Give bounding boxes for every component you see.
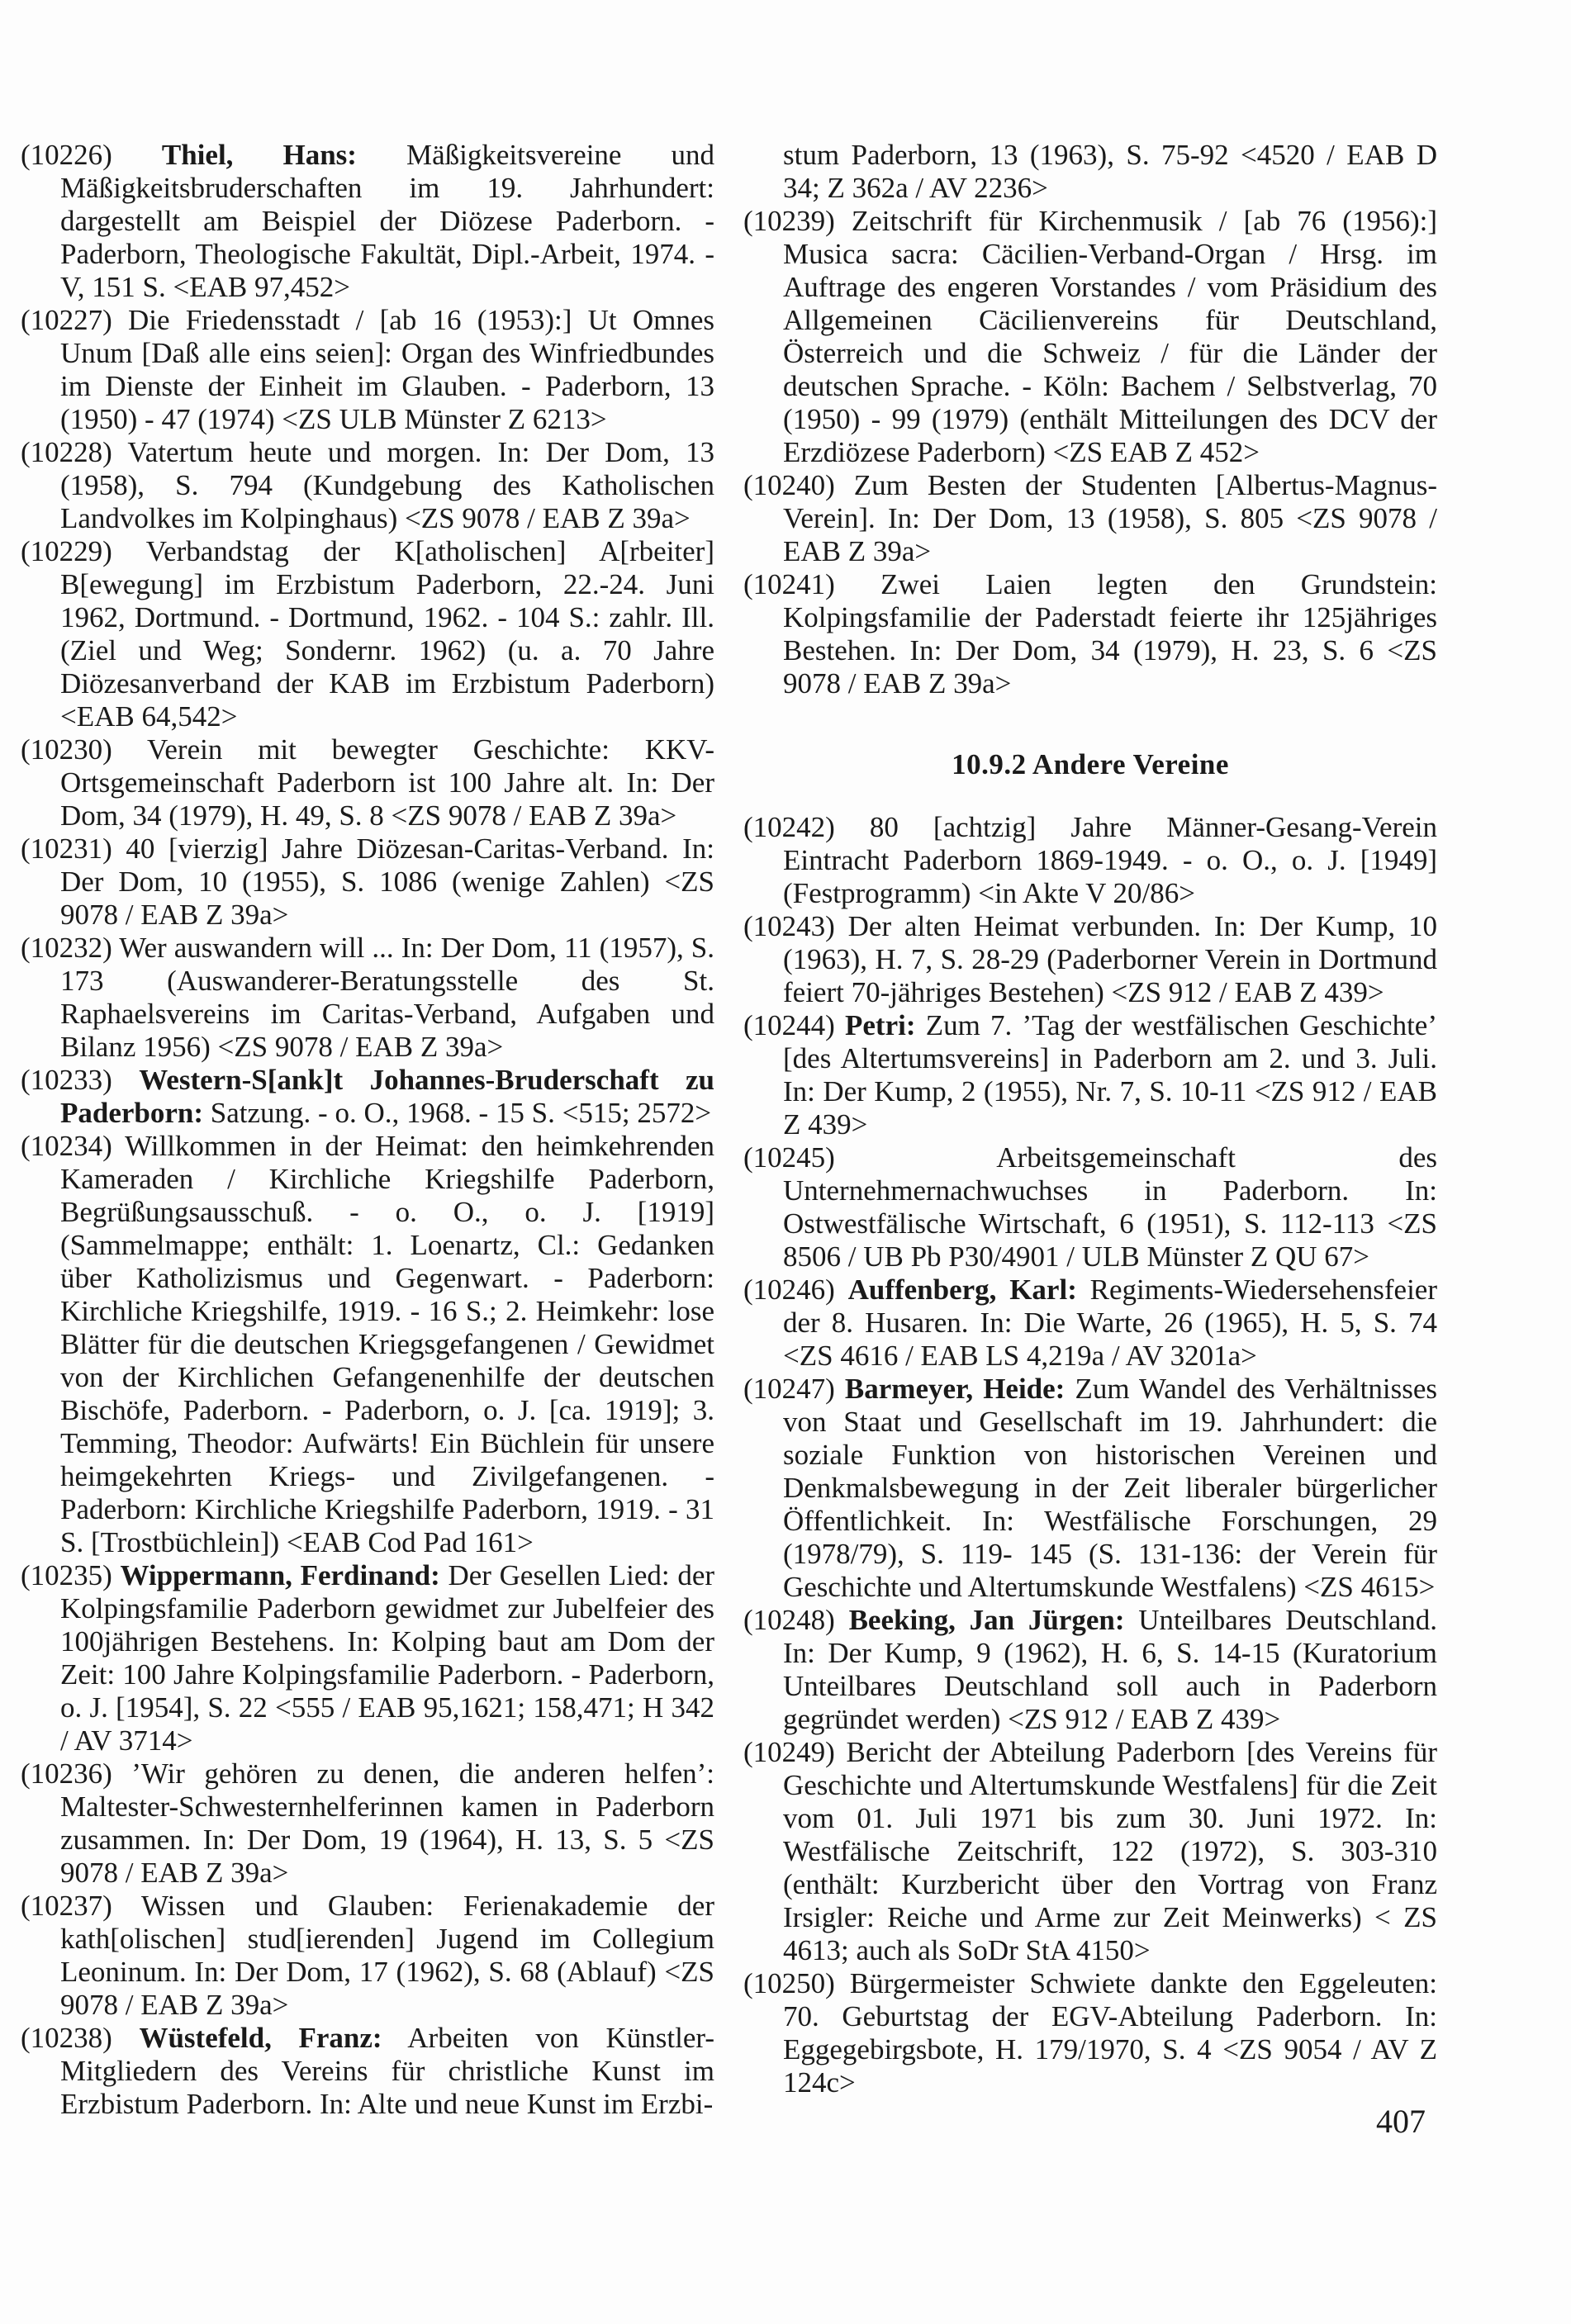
entry-text: Vatertum heute und morgen. In: Der Dom, 13 (1958), S. 794 (Kundgebung des Katholischen Landvolkes im Kolpinghaus) <ZS 9078 / EAB Z 39a> bbox=[60, 436, 714, 534]
bibliography-entry bbox=[743, 1604, 1437, 1736]
entry-text: Der alten Heimat verbunden. In: Der Kump, 10 (1963), H. 7, S. 28-29 (Paderborner Verein in Dortmund feiert 70-jähriges Bestehen) <ZS 912 / EAB Z 439> bbox=[783, 910, 1437, 1008]
entry-text: Zum Wandel des Verhältnisses von Staat und Gesellschaft im 19. Jahrhundert: die soziale Funktion von historischen Vereinen und Denkmalsbewegung in der Zeit liberaler bürgerlicher Öffentlichkeit. In: Westfälische Forschungen, 29 (1978/79), S. 119- 145 (S. 131-136: der Verein für Geschichte und Altertumskunde Westfalens) <ZS 4615> bbox=[783, 1373, 1437, 1603]
entry-text: Arbeitsgemeinschaft des Unternehmernachwuchses in Paderborn. In: Ostwestfälische Wirtschaft, 6 (1951), S. 112-113 <ZS 8506 / UB Pb P30/4901 / ULB Münster Z QU 67> bbox=[783, 1141, 1437, 1273]
entry-text: 80 [achtzig] Jahre Männer-Gesang-Verein Eintracht Paderborn 1869-1949. - o. O., o. J. [1949] (Festprogramm) <in Akte V 20/86> bbox=[783, 811, 1438, 909]
entry-number: (10249) bbox=[743, 1736, 835, 1768]
entry-number: (10242) bbox=[743, 811, 835, 843]
entry-number: (10240) bbox=[743, 469, 835, 501]
bibliography-entry bbox=[743, 1009, 1437, 1141]
entry-number: (10247) bbox=[743, 1373, 835, 1405]
bibliography-entry bbox=[743, 1273, 1437, 1373]
entry-number: (10236) bbox=[21, 1757, 112, 1790]
bibliography-entry bbox=[21, 1890, 714, 2022]
entry-text: Der Gesellen Lied: der Kolpingsfamilie Paderborn gewidmet zur Jubelfeier des 100jährigen Bestehens. In: Kolping baut am Dom der Zeit: 100 Jahre Kolpingsfamilie Paderborn. - Paderborn, o. J. [1954], S. 22 <555 / EAB 95,1621; 158,471; H 342 / AV 3714> bbox=[60, 1559, 715, 1757]
entry-number: (10235) bbox=[21, 1559, 112, 1591]
entry-text: Wer auswandern will ... In: Der Dom, 11 (1957), S. 173 (Auswanderer-Beratungsstelle des St. Raphaelsvereins im Caritas-Verband, Aufgaben und Bilanz 1956) <ZS 9078 / EAB Z 39a> bbox=[60, 932, 714, 1063]
bibliography-entry bbox=[21, 304, 714, 436]
entry-number: (10246) bbox=[743, 1273, 835, 1306]
bibliography-entry bbox=[743, 469, 1437, 568]
bibliography-entry bbox=[743, 1967, 1437, 2099]
entry-text: Verein mit bewegter Geschichte: KKV-Ortsgemeinschaft Paderborn ist 100 Jahre alt. In: Der Dom, 34 (1979), H. 49, S. 8 <ZS 9078 / EAB Z 39a> bbox=[60, 733, 714, 832]
bibliography-entry bbox=[21, 436, 714, 535]
entry-text: Zum Besten der Studenten [Albertus-Magnus-Verein]. In: Der Dom, 13 (1958), S. 805 <ZS 9078 / EAB Z 39a> bbox=[783, 469, 1438, 567]
entry-number: (10241) bbox=[743, 568, 835, 600]
entry-author: Western-S[ank]t Johannes-Bruderschaft zu Paderborn: bbox=[60, 1064, 715, 1129]
bibliography-entry bbox=[743, 205, 1437, 469]
entry-author: Wippermann, Ferdinand: bbox=[120, 1559, 440, 1591]
right-column bbox=[743, 139, 1437, 2099]
entry-number: (10228) bbox=[21, 436, 112, 468]
bibliography-entry bbox=[21, 1130, 714, 1559]
entry-text: Die Friedensstadt / [ab 16 (1953):] Ut Omnes Unum [Daß alle eins seien]: Organ des Winfriedbundes im Dienste der Einheit im Glauben. - Paderborn, 13 (1950) - 47 (1974) <ZS ULB Münster Z 6213> bbox=[60, 304, 714, 435]
entry-author: Beeking, Jan Jürgen: bbox=[848, 1604, 1125, 1636]
entry-text: Regiments-Wiedersehensfeier der 8. Husaren. In: Die Warte, 26 (1965), H. 5, S. 74 <ZS 4616 / EAB LS 4,219a / AV 3201a> bbox=[783, 1273, 1437, 1372]
bibliography-entry bbox=[21, 1064, 714, 1130]
bibliography-entry bbox=[743, 1141, 1437, 1273]
left-column bbox=[21, 139, 714, 2121]
entry-text: Wissen und Glauben: Ferienakademie der kath[olischen] stud[ierenden] Jugend im Collegium Leoninum. In: Der Dom, 17 (1962), S. 68 (Ablauf) <ZS 9078 / EAB Z 39a> bbox=[60, 1890, 714, 2021]
entry-number: (10234) bbox=[21, 1130, 112, 1162]
entry-number: (10229) bbox=[21, 535, 112, 567]
entry-author: Wüstefeld, Franz: bbox=[139, 2022, 382, 2054]
entry-number: (10248) bbox=[743, 1604, 835, 1636]
right-entries-after bbox=[743, 811, 1437, 2099]
entry-text: Zwei Laien legten den Grundstein: Kolpingsfamilie der Paderstadt feierte ihr 125jähriges Bestehen. In: Der Dom, 34 (1979), H. 23, S. 6 <ZS 9078 / EAB Z 39a> bbox=[783, 568, 1438, 700]
bibliography-entry bbox=[743, 1373, 1437, 1604]
entry-number: (10232) bbox=[21, 932, 112, 964]
entry-number: (10250) bbox=[743, 1967, 835, 1999]
entry-number: (10230) bbox=[21, 733, 112, 766]
bibliography-entry bbox=[743, 568, 1437, 700]
entry-number: (10231) bbox=[21, 832, 112, 865]
entry-number: (10237) bbox=[21, 1890, 112, 1922]
entry-text: Bericht der Abteilung Paderborn [des Vereins für Geschichte und Altertumskunde Westfalens] für die Zeit vom 01. Juli 1971 bis zum 30. Juni 1972. In: Westfälische Zeitschrift, 122 (1972), S. 303-310 (enthält: Kurzbericht über den Vortrag von Franz Irsigler: Reiche und Arme zur Zeit Meinwerks) < ZS 4613; auch als SoDr StA 4150> bbox=[783, 1736, 1437, 1966]
continuation-text: stum Paderborn, 13 (1963), S. 75-92 <4520 / EAB D 34; Z 362a / AV 2236> bbox=[783, 139, 1437, 204]
entry-text: Willkommen in der Heimat: den heimkehrenden Kameraden / Kirchliche Kriegshilfe Paderborn, Begrüßungsausschuß. - o. O., o. J. [1919] (Sammelmappe; enthält: 1. Loenartz, Cl.: Gedanken über Katholizismus und Gegenwart. - Paderborn: Kirchliche Kriegshilfe, 1919. - 16 S.; 2. Heimkehr: lose Blätter für die deutschen Kriegsgefangenen / Gewidmet von der Kirchlichen Gefangenenhilfe der deutschen Bischöfe, Paderborn. - Paderborn, o. J. [ca. 1919]; 3. Temming, Theodor: Aufwärts! Ein Büchlein für unsere heimgekehrten Kriegs- und Zivilgefangenen. - Paderborn: Kirchliche Kriegshilfe Paderborn, 1919. - 31 S. [Trostbüchlein]) <EAB Cod Pad 161> bbox=[60, 1130, 714, 1558]
entry-text: 40 [vierzig] Jahre Diözesan-Caritas-Verband. In: Der Dom, 10 (1955), S. 1086 (wenige Zahlen) <ZS 9078 / EAB Z 39a> bbox=[60, 832, 714, 931]
entry-number: (10243) bbox=[743, 910, 835, 942]
entry-number: (10233) bbox=[21, 1064, 112, 1096]
entry-number: (10226) bbox=[21, 139, 112, 171]
bibliography-entry bbox=[743, 1736, 1437, 1967]
bibliography-entry bbox=[21, 832, 714, 932]
bibliography-entry bbox=[743, 910, 1437, 1009]
entry-text: Arbeiten von Künstler-Mitgliedern des Vereins für christliche Kunst im Erzbistum Paderborn. In: Alte und neue Kunst im Erzbi- bbox=[60, 2022, 714, 2120]
bibliography-entry bbox=[21, 1757, 714, 1890]
entry-author: Barmeyer, Heide: bbox=[844, 1373, 1066, 1405]
entry-author: Auffenberg, Karl: bbox=[847, 1273, 1077, 1306]
entry-text: Zeitschrift für Kirchenmusik / [ab 76 (1956):] Musica sacra: Cäcilien-Verband-Organ / Hrsg. im Auftrage des engeren Vorstandes / vom Präsidium des Allgemeinen Cäcilienvereins für Deutschland, Österreich und die Schweiz / für die Länder der deutschen Sprache. - Köln: Bachem / Selbstverlag, 70 (1950) - 99 (1979) (enthält Mitteilungen des DCV der Erzdiözese Paderborn) <ZS EAB Z 452> bbox=[783, 205, 1438, 468]
bibliography-entry bbox=[21, 733, 714, 832]
entry-number: (10244) bbox=[743, 1009, 835, 1041]
bibliography-entry bbox=[21, 2022, 714, 2121]
entry-text: Mäßigkeitsvereine und Mäßigkeitsbruderschaften im 19. Jahrhundert: dargestellt am Beispiel der Diözese Paderborn. - Paderborn, Theologische Fakultät, Dipl.-Arbeit, 1974. - V, 151 S. <EAB 97,452> bbox=[60, 139, 715, 303]
bibliography-entry bbox=[21, 932, 714, 1064]
page-number: 407 bbox=[1376, 2103, 1426, 2140]
entry-number: (10227) bbox=[21, 304, 112, 336]
entry-author: Thiel, Hans: bbox=[161, 139, 357, 171]
entry-number: (10239) bbox=[743, 205, 835, 237]
entry-text: Verbandstag der K[atholischen] A[rbeiter] B[ewegung] im Erzbistum Paderborn, 22.-24. Juni 1962, Dortmund. - Dortmund, 1962. - 104 S.: zahlr. Ill. (Ziel und Weg; Sondernr. 1962) (u. a. 70 Jahre Diözesanverband der KAB im Erzbistum Paderborn) <EAB 64,542> bbox=[60, 535, 714, 733]
bibliography-entry bbox=[21, 535, 714, 733]
entry-number: (10238) bbox=[21, 2022, 112, 2054]
entry-text: ’Wir gehören zu denen, die anderen helfen’: Maltester-Schwesternhelferinnen kamen in Paderborn zusammen. In: Der Dom, 19 (1964), H. 13, S. 5 <ZS 9078 / EAB Z 39a> bbox=[60, 1757, 715, 1889]
entry-text: Zum 7. ’Tag der westfälischen Geschichte’ [des Altertumsvereins] in Paderborn am 2. und 3. Juli. In: Der Kump, 2 (1955), Nr. 7, S. 10-11 <ZS 912 / EAB Z 439> bbox=[783, 1009, 1437, 1141]
entry-author: Petri: bbox=[845, 1009, 916, 1041]
bibliography-entry bbox=[743, 811, 1437, 910]
bibliography-entry bbox=[21, 1559, 714, 1757]
section-heading: 10.9.2 Andere Vereine bbox=[952, 748, 1229, 780]
right-entries-before bbox=[743, 205, 1437, 700]
bibliography-entry bbox=[21, 139, 714, 304]
entry-text: Bürgermeister Schwiete dankte den Eggeleuten: 70. Geburtstag der EGV-Abteilung Paderborn. In: Eggegebirgsbote, H. 179/1970, S. 4 <ZS 9054 / AV Z 124c> bbox=[783, 1967, 1438, 2099]
entry-text: Satzung. - o. O., 1968. - 15 S. <515; 2572> bbox=[210, 1097, 712, 1129]
entry-text: Unteilbares Deutschland. In: Der Kump, 9 (1962), H. 6, S. 14-15 (Kuratorium Unteilbares Deutschland soll auch in Paderborn gegründet werden) <ZS 912 / EAB Z 439> bbox=[783, 1604, 1438, 1735]
entry-number: (10245) bbox=[743, 1141, 835, 1174]
